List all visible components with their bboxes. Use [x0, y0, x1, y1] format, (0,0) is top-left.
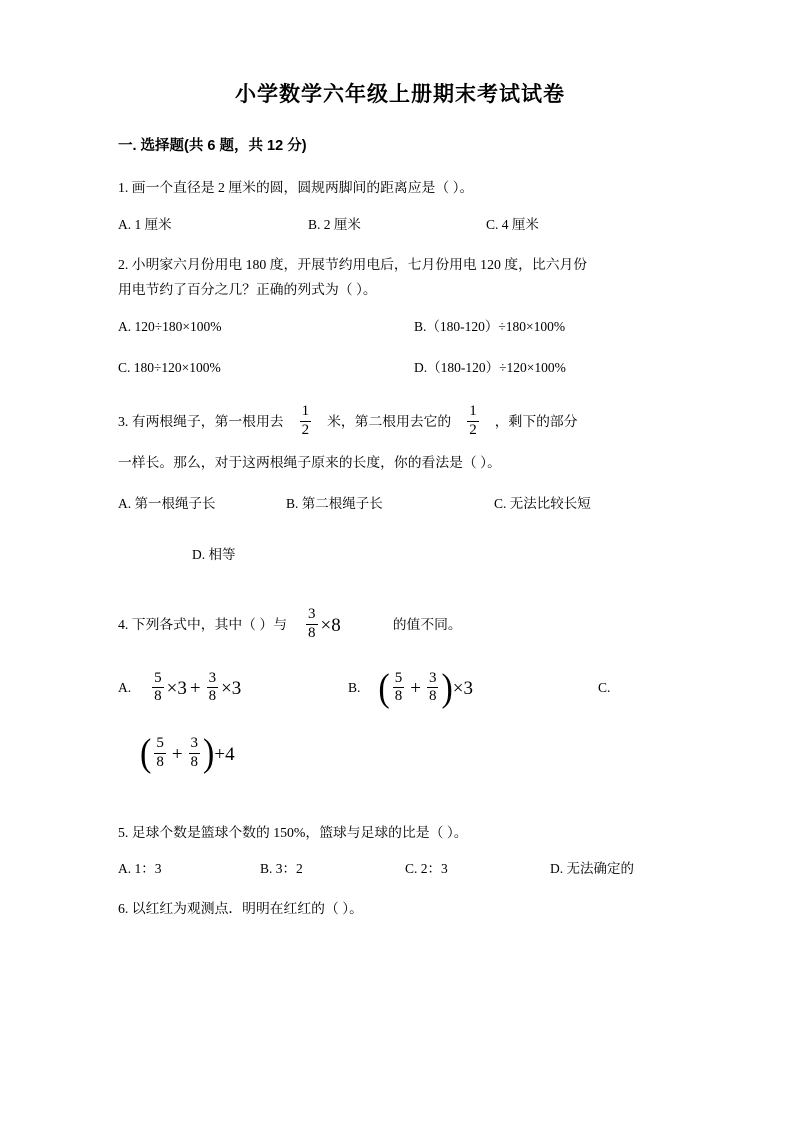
times-three-first: ×3: [166, 678, 187, 700]
fraction-one-half-second: [467, 403, 479, 439]
fraction-three-eighths: [427, 670, 439, 706]
plus-sign: +: [171, 743, 183, 765]
left-paren: (: [378, 666, 390, 710]
times-three: ×3: [452, 678, 473, 700]
fraction-numerator: 3: [308, 606, 316, 623]
question-3-text-part-c: ，剩下的部分: [494, 414, 578, 430]
option-b-expression: [378, 666, 473, 710]
question-1-options: [118, 211, 682, 238]
fraction-one-half-first: [300, 403, 312, 439]
fraction-denominator: 2: [301, 421, 310, 438]
question-6: [118, 896, 682, 922]
question-1: [118, 175, 682, 238]
fraction-three-eighths: [189, 735, 201, 771]
question-2-options: [118, 315, 682, 381]
times-three-second: ×3: [221, 678, 242, 700]
fraction-denominator: 8: [308, 624, 316, 641]
fraction-three-eighths: [306, 606, 318, 642]
question-5-text: 5. 足球个数是篮球个数的 150%，篮球与足球的比是（ ）。: [118, 824, 468, 840]
question-3-text-line2: 一样长。那么，对于这两根绳子原来的长度，你的看法是（ ）。: [118, 454, 501, 470]
fraction-numerator: 1: [469, 403, 477, 420]
option-c-expression: [140, 732, 235, 775]
option-a-label: A.: [118, 680, 132, 696]
option-b[interactable]: B. 第二根绳子长: [286, 495, 383, 511]
multiply-operand: ×8: [320, 614, 341, 636]
option-a[interactable]: A. 1：3: [118, 861, 162, 877]
right-paren: ): [203, 732, 215, 775]
question-5-options: [118, 855, 682, 882]
question-4-text-part-a: 4. 下列各式中，其中（ ）与: [118, 617, 288, 633]
fraction-denominator: 8: [156, 753, 164, 770]
plus-four: +4: [214, 743, 235, 765]
fraction-numerator: 5: [154, 669, 162, 686]
option-a[interactable]: [118, 671, 348, 707]
fraction-numerator: 3: [208, 669, 217, 686]
fraction-numerator: 1: [301, 403, 310, 420]
question-6-text: 6. 以红红为观测点．明明在红红的（ ）。: [118, 901, 363, 917]
fraction-numerator: 5: [394, 669, 403, 686]
expression-three-eighths-times-eight: [303, 607, 341, 643]
fraction-three-eighths: [207, 670, 219, 706]
option-a[interactable]: A. 第一根绳子长: [118, 495, 216, 511]
fraction-numerator: 5: [156, 735, 164, 752]
question-3-text: [118, 404, 682, 440]
question-5: [118, 820, 682, 883]
question-2-text-line1: 2. 小明家六月份用电 180 度，开展节约用电后，七月份用电 120 度，比六月份: [118, 256, 588, 272]
fraction-denominator: 2: [469, 421, 477, 438]
question-4: [118, 606, 682, 775]
option-c[interactable]: C. 2：3: [405, 861, 448, 877]
option-d[interactable]: D. 无法确定的: [550, 861, 634, 877]
left-paren: (: [140, 732, 152, 775]
fraction-numerator: 3: [190, 735, 199, 752]
fraction-five-eighths: [154, 735, 166, 771]
option-a[interactable]: A. 120÷180×100%: [118, 318, 222, 334]
question-3-text-part-b: 米，第二根用去它的: [327, 414, 452, 430]
fraction-denominator: 8: [190, 753, 199, 770]
option-b-label: B.: [348, 680, 361, 696]
option-c-label-holder[interactable]: [598, 676, 628, 701]
option-a[interactable]: A. 1 厘米: [118, 216, 172, 232]
option-c-expression-row[interactable]: [140, 732, 682, 775]
question-1-text: 1. 画一个直径是 2 厘米的圆，圆规两脚间的距离应是（ ）。: [118, 180, 474, 195]
option-c[interactable]: C. 180÷120×100%: [118, 359, 221, 375]
fraction-five-eighths: [393, 670, 405, 706]
fraction-denominator: 8: [394, 688, 403, 705]
fraction-five-eighths: [152, 670, 164, 706]
option-b[interactable]: B.（180-120）÷180×100%: [414, 318, 566, 334]
section-heading: 一. 选择题(共 6 题，共 12 分): [118, 138, 307, 154]
option-c-label: C.: [598, 680, 611, 696]
fraction-denominator: 8: [154, 688, 162, 705]
question-4-text-part-b: 的值不同。: [392, 617, 462, 633]
option-c[interactable]: C. 4 厘米: [486, 216, 539, 232]
right-paren: ): [441, 666, 453, 710]
option-b[interactable]: [348, 666, 598, 710]
question-4-options: [118, 666, 682, 710]
question-3-text-part-a: 3. 有两根绳子，第一根用去: [118, 414, 284, 430]
fraction-numerator: 3: [428, 669, 437, 686]
question-3: [118, 404, 682, 567]
paren-group: [378, 666, 453, 710]
question-2-text-line2: 用电节约了百分之几？正确的列式为（ ）。: [118, 282, 377, 298]
question-2: [118, 252, 682, 381]
paren-group: [140, 732, 215, 775]
option-b[interactable]: B. 2 厘米: [308, 216, 361, 232]
option-a-expression: [149, 671, 241, 707]
plus-sign: +: [189, 678, 201, 700]
option-c[interactable]: C. 无法比较长短: [494, 495, 591, 511]
fraction-denominator: 8: [428, 688, 437, 705]
question-3-options: [118, 490, 682, 517]
question-4-text: [118, 607, 682, 643]
fraction-denominator: 8: [208, 688, 217, 705]
plus-sign: +: [410, 678, 421, 700]
option-b[interactable]: B. 3：2: [260, 861, 303, 877]
page-title: 小学数学六年级上册期末考试试卷: [235, 83, 565, 106]
option-d[interactable]: D.（180-120）÷120×100%: [414, 359, 566, 375]
question-3-option-d[interactable]: D. 相等: [192, 546, 236, 562]
